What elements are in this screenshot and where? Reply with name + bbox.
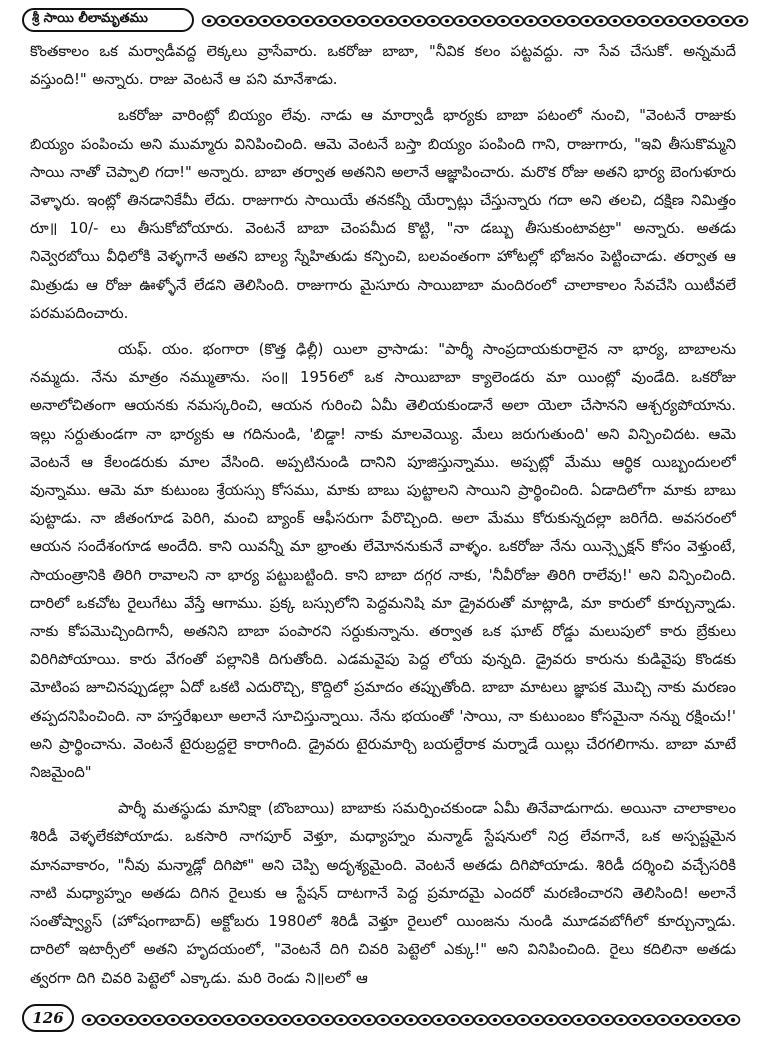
ornament-dot <box>536 1019 539 1022</box>
ornament-dot <box>172 1019 175 1022</box>
ornament-dot <box>354 1019 357 1022</box>
ornament-dot <box>348 20 351 23</box>
ornament-dot <box>670 20 673 23</box>
ornament-dot <box>544 20 547 23</box>
ornament-dot <box>460 20 463 23</box>
paragraph-4: పార్శీ మతస్థుడు మానిక్షా (బొంబాయి) బాబాకు సమర్పించకుండా ఏమీ తినేవాడుగాదు. అయినా చాలాకాలం శిరిడీ వెళ్ళలేకపోయాడు. ఒకసారి నాగపూర్ వెళ్తూ, మధ్యాహ్నం మన్మాడ్ స్టేషనులో నిద్ర లేవగానే, ఒక అస్పష్టమైన మానవాకారం, "నీవు మన్మాడ్లో దిగిపో" అని చెప్పి అదృశ్యమైంది. వెంటనే అతడు దిగిపోయాడు. శిరిడీ దర్శించి వచ్చేసరికి నాటి మధ్యాహ్నం అతడు దిగిన రైలుకు ఆ స్టేషన్ దాటగానే పెద్ద ప్రమాదమై ఎందరో మరణించారని తెలిసింది! అలానే సంతోష్వ్యాస్ (హోషంగాబాద్) అక్టోబరు 1980లో శిరిడీ వెళ్తూ రైలులో యింజను నుండి మూడవబోగీలో కూర్చున్నాడు. దారిలో ఇటార్సీలో అతని హృదయంలో, "వెంటనే దిగి చివరి పెట్టెలో ఎక్కు!" అని వినిపించింది. రైలు కదిలినా అతడు త్వరగా దిగి చివరి పెట్టెలో ఎక్కాడు. మరి రెండు ని॥లలో ఆ <box>30 800 736 987</box>
ornament-dot <box>466 1019 469 1022</box>
ornament-dot <box>704 1019 707 1022</box>
ornament-dot <box>306 20 309 23</box>
page-header <box>22 6 750 36</box>
ornament-dot <box>600 20 603 23</box>
header-ornament-border <box>200 11 750 31</box>
paragraph-1: కొంతకాలం ఒక మర్వాడీవద్ద లెక్కలు వ్రాసేవారు. ఒకరోజు బాబా, "నీవిక కలం పట్టవద్దు. నా సేవ చేసుకో. అన్నమదే వస్తుంది!" అన్నారు. రాజు వెంటనే ఆ పని మానేశాడు. <box>30 43 736 89</box>
ornament-dot <box>326 1019 329 1022</box>
ornament-dot <box>116 1019 119 1022</box>
ornament-dot <box>228 1019 231 1022</box>
ornament-dot <box>662 1019 665 1022</box>
ornament-dot <box>312 1019 315 1022</box>
ornament-dot <box>270 1019 273 1022</box>
ornament-dot <box>586 20 589 23</box>
ornament-dot <box>432 20 435 23</box>
ornament-dot <box>284 1019 287 1022</box>
ornament-dot <box>452 1019 455 1022</box>
ornament-dot <box>158 1019 161 1022</box>
ornament-dot <box>186 1019 189 1022</box>
ornament-dot <box>718 1019 721 1022</box>
ornament-dot <box>340 1019 343 1022</box>
ornament-dot <box>200 1019 203 1022</box>
ornament-dot <box>292 20 295 23</box>
ornament-dot <box>648 1019 651 1022</box>
ornament-dot <box>684 20 687 23</box>
footer-ornament-border <box>80 1010 750 1030</box>
ornament-dot <box>264 20 267 23</box>
page-body <box>30 38 736 998</box>
running-title: శ్రీ సాయి లీలామృతము <box>22 8 194 32</box>
ornament-dot <box>516 20 519 23</box>
ornament-dot <box>698 20 701 23</box>
ornament-dot <box>278 20 281 23</box>
ornament-dot <box>256 1019 259 1022</box>
ornament-dot <box>488 20 491 23</box>
ornament-dot <box>726 20 729 23</box>
ornament-dot <box>502 20 505 23</box>
ornament-dot <box>620 1019 623 1022</box>
ornament-dot <box>740 20 743 23</box>
ornament-dot <box>474 20 477 23</box>
ornament-dot <box>712 20 715 23</box>
ornament-dot <box>376 20 379 23</box>
ornament-dot <box>130 1019 133 1022</box>
ornament-dot <box>382 1019 385 1022</box>
page-footer <box>22 1002 750 1036</box>
ornament-dot <box>362 20 365 23</box>
ornament-dot <box>732 1019 735 1022</box>
ornament-dot <box>236 20 239 23</box>
ornament-dot <box>404 20 407 23</box>
ornament-dot <box>102 1019 105 1022</box>
ornament-dot <box>214 1019 217 1022</box>
ornament-dot <box>298 1019 301 1022</box>
ornament-dot <box>390 20 393 23</box>
ornament-dot <box>558 20 561 23</box>
paragraph-2: ఒకరోజు వారింట్లో బియ్యం లేవు. నాడు ఆ మార్వాడీ భార్యకు బాబా పటంలో నుంచి, "వెంటనే రాజుకు బియ్యం పంపించు అని ముమ్మారు వినిపించింది. ఆమె వెంటనే బస్తా బియ్యం పంపింది గాని, రాజుగారు, "ఇవి తీసుకొమ్మని సాయి నాతో చెప్పాలి గదా!" అన్నారు. బాబా తర్వాత అతనిని అలానే ఆజ్ఞాపించారు. మరొక రోజు అతని భార్య బెంగుళూరు వెళ్ళారు. ఇంట్లో తినడానికేమీ లేదు. రాజుగారు సాయియే తనకన్నీ యేర్పాట్లు చేస్తున్నారు గదా అని తలచి, దక్షిణ నిమిత్తం రూ॥ 10/- లు తీసుకోబోయారు. వెంటనే బాబా చెంపమీద కొట్టి, "నా డబ్బు తీసుకుంటావట్రా" అన్నారు. అతడు నివ్వెరబోయి వీధిలోకి వెళ్ళగానే అతని బాల్య స్నేహితుడు కన్పించి, బలవంతంగా హోటల్లో భోజనం పెట్టించాడు. తర్వాత ఆ మిత్రుడు ఆ రోజు ఊళ్ళోనే లేడని తెలిసింది. రాజుగారు మైసూరు సాయిబాబా మందిరంలో చాలాకాలం సేవచేసి యిటీవలే పరమపదించారు. <box>30 107 736 322</box>
ornament-dot <box>334 20 337 23</box>
page-number: 126 <box>22 1004 74 1032</box>
ornament-dot <box>208 20 211 23</box>
ornament-dot <box>446 20 449 23</box>
ornament-dot <box>550 1019 553 1022</box>
ornament-dot <box>676 1019 679 1022</box>
ornament-dot <box>320 20 323 23</box>
ornament-dot <box>564 1019 567 1022</box>
ornament-dot <box>438 1019 441 1022</box>
ornament-dot <box>634 1019 637 1022</box>
ornament-dot <box>628 20 631 23</box>
ornament-dot <box>494 1019 497 1022</box>
ornament-dot <box>222 20 225 23</box>
paragraph-3: యఫ్. యం. భంగారా (కొత్త ఢిల్లీ) యిలా వ్రాసాడు: "పార్శీ సాంప్రదాయకురాలైన నా భార్య, బాబాలను నమ్మదు. నేను మాత్రం నమ్ముతాను. సం॥ 1956లో ఒక సాయిబాబా క్యాలెండరు మా యింట్లో వుండేది. ఒకరోజు అనాలోచితంగా ఆయనకు నమస్కరించి, ఆయన గురించి ఏమీ తెలియకుండానే అలా యెలా చేసానని ఆశ్చర్యపోయాను. ఇల్లు సర్దుతుండగా నా భార్యకు ఆ గదినుండి, 'బిడ్డా! నాకు మాలవెయ్యి. మేలు జరుగుతుంది' అని విన్పించిదట. ఆమె వెంటనే ఆ కేలండరుకు మాల వేసింది. అప్పటినుండి దానిని పూజిస్తున్నాము. అప్పట్లో మేము ఆర్థిక యిబ్బందులలో వున్నాము. ఆమె మా కుటుంబ శ్రేయస్సు కోసము, మాకు బాబు పుట్టాలని సాయిని ప్రార్థించింది. ఏడాదిలోగా మాకు బాబు పుట్టాడు. నా జీతంగూడ పెరిగి, మంచి బ్యాంక్ ఆఫీసరుగా పేరొచ్చింది. అలా మేము కోరుకున్నదల్లా జరిగేది. అవసరంలో ఆయన సందేశంగూడ అందేది. కాని యివన్నీ మా భ్రాంతు లేమోననుకునే వాళ్ళం. ఒకరోజు నేను యిన్స్పెక్షన్ కోసం వెళ్తుంటే, సాయంత్రానికి తిరిగి రావాలని నా భార్య పట్టుబట్టింది. కాని బాబా దగ్గర నాకు, 'నీవీరోజు తిరిగి రాలేవు!' అని విన్పించింది. దారిలో ఒకచోట రైలుగేటు వేస్తే ఆగాము. ప్రక్క బస్సులోని పెద్దమనిషి మా డ్రైవరుతో మాట్లాడి, మా కారులో కూర్చున్నాడు. నాకు కోపమొచ్చిందిగానీ, అతనిని బాబా పంపారని సర్దుకున్నాను. తర్వాత ఒక ఘాట్ రోడ్డు మలుపులో కారు బ్రేకులు విరిగిపోయాయి. కారు వేగంతో పల్లానికి దిగుతోంది. ఎడమవైపు పెద్ద లోయ వున్నది. డ్రైవరు కారును కుడివైపు కొండకు మోటింప జూచినప్పుడల్లా ఏదో ఒకటి ఎదురొచ్చి, కొద్దిలో ప్రమాదం తప్పుతోంది. బాబా మాటలు జ్ఞాపక మొచ్చి నాకు మరణం తప్పదనిపించింది. నా హస్తరేఖలూ అలానే సూచిస్తున్నాయి. నేను భయంతో 'సాయి, నా కుటుంబం కోసమైనా నన్ను రక్షించు!' అని ప్రార్థించాను. వెంటనే టైరుబ్రద్దలై కారాగింది. డ్రైవరు టైరుమార్చి బయల్దేరాక మర్నాడే యిల్లు చేరగలిగాను. బాబా మాటే నిజమైంది" <box>30 341 736 782</box>
ornament-dot <box>508 1019 511 1022</box>
ornament-dot <box>250 20 253 23</box>
ornament-dot <box>242 1019 245 1022</box>
ornament-dot <box>88 1019 91 1022</box>
ornament-dot <box>530 20 533 23</box>
ornament-dot <box>572 20 575 23</box>
ornament-dot <box>592 1019 595 1022</box>
ornament-dot <box>642 20 645 23</box>
ornament-dot <box>418 20 421 23</box>
ornament-dot <box>144 1019 147 1022</box>
ornament-dot <box>410 1019 413 1022</box>
ornament-dot <box>522 1019 525 1022</box>
ornament-dot <box>368 1019 371 1022</box>
ornament-dot <box>578 1019 581 1022</box>
ornament-dot <box>606 1019 609 1022</box>
ornament-dot <box>480 1019 483 1022</box>
ornament-dot <box>396 1019 399 1022</box>
ornament-dot <box>424 1019 427 1022</box>
ornament-dot <box>614 20 617 23</box>
ornament-dot <box>690 1019 693 1022</box>
ornament-dot <box>656 20 659 23</box>
